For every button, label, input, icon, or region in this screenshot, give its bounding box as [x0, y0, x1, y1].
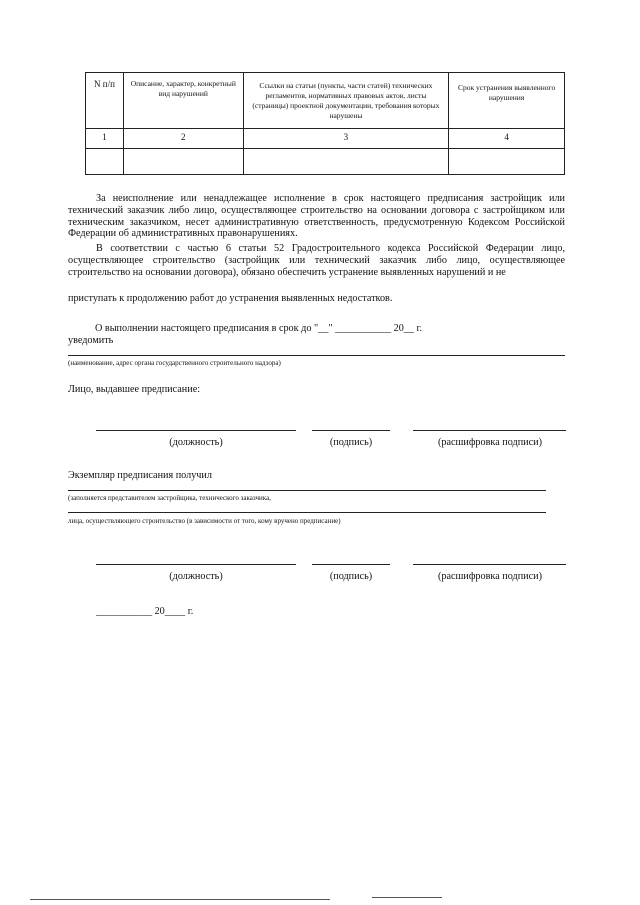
- obligation-paragraph-end: приступать к продолжению работ до устранения выявленных недостатков.: [68, 293, 393, 304]
- notify-label: уведомить: [68, 335, 114, 346]
- receiver-position-line: [96, 564, 296, 565]
- header-description: Описание, характер, конкретный вид нарушений: [123, 73, 243, 129]
- receiver-position-caption: (должность): [169, 571, 223, 582]
- scan-edge-line: [30, 899, 330, 900]
- liability-paragraph: За неисполнение или ненадлежащее исполнение в срок настоящего предписания застройщик или технический заказчик либо лицо, осуществляющее строительство на основании договора с застройщиком или техническим заказчиком, несет административную ответственность, предусмотренную Кодексом Российской Федерации об административных правонарушениях.: [68, 193, 565, 240]
- notify-body-caption: (наименование, адрес органа государственного строительного надзора): [68, 359, 281, 367]
- receiver-decoding-caption: (расшифровка подписи): [438, 571, 542, 582]
- receiver-caption-1: (заполняется представителем застройщика, технического заказчика,: [68, 494, 271, 502]
- scan-edge-line: [372, 897, 442, 898]
- obligation-paragraph: В соответствии с частью 6 статьи 52 Градостроительного кодекса Российской Федерации лицо, осуществляющее строительство (застройщик или технический заказчик либо лицо, осуществляющее строительство на основании договора), обязано обеспечить устранение выявленных нарушений и не: [68, 243, 565, 278]
- receiver-signature-caption: (подпись): [329, 571, 373, 582]
- receiver-line-1: [68, 490, 546, 491]
- issuer-position-line: [96, 430, 296, 431]
- receiver-decoding-line: [413, 564, 566, 565]
- header-number: N п/п: [86, 73, 124, 129]
- receipt-date-line: ___________ 20____ г.: [96, 606, 194, 617]
- issuer-decoding-caption: (расшифровка подписи): [438, 437, 542, 448]
- table-empty-row: [86, 149, 565, 175]
- receiver-line-2: [68, 512, 546, 513]
- issuer-label: Лицо, выдавшее предписание:: [68, 384, 201, 395]
- issuer-signature-caption: (подпись): [329, 437, 373, 448]
- notify-deadline-line: О выполнении настоящего предписания в срок до "__" ___________ 20__ г.: [95, 323, 423, 334]
- issuer-signature-line: [312, 430, 390, 431]
- header-references: Ссылки на статьи (пункты, части статей) технических регламентов, нормативных правовых актов, листы (страницы) проектной документации, требования которых нарушены: [243, 73, 449, 129]
- issuer-position-caption: (должность): [169, 437, 223, 448]
- empty-cell: [86, 149, 124, 175]
- issuer-decoding-line: [413, 430, 566, 431]
- table-number-row: [86, 129, 565, 149]
- notify-body-line: [68, 355, 565, 356]
- empty-cell: [449, 149, 565, 175]
- header-deadline: Срок устранения выявленного нарушения: [449, 73, 565, 129]
- empty-cell: [243, 149, 449, 175]
- receiver-label: Экземпляр предписания получил: [68, 470, 212, 481]
- col-number-2: 2: [123, 129, 243, 149]
- receiver-caption-2: лица, осуществляющего строительство (в зависимости от того, кому вручено предписание): [68, 517, 341, 525]
- col-number-1: 1: [86, 129, 124, 149]
- receiver-signature-line: [312, 564, 390, 565]
- col-number-4: 4: [449, 129, 565, 149]
- empty-cell: [123, 149, 243, 175]
- violations-table: [85, 72, 565, 175]
- table-header-row: [86, 73, 565, 129]
- col-number-3: 3: [243, 129, 449, 149]
